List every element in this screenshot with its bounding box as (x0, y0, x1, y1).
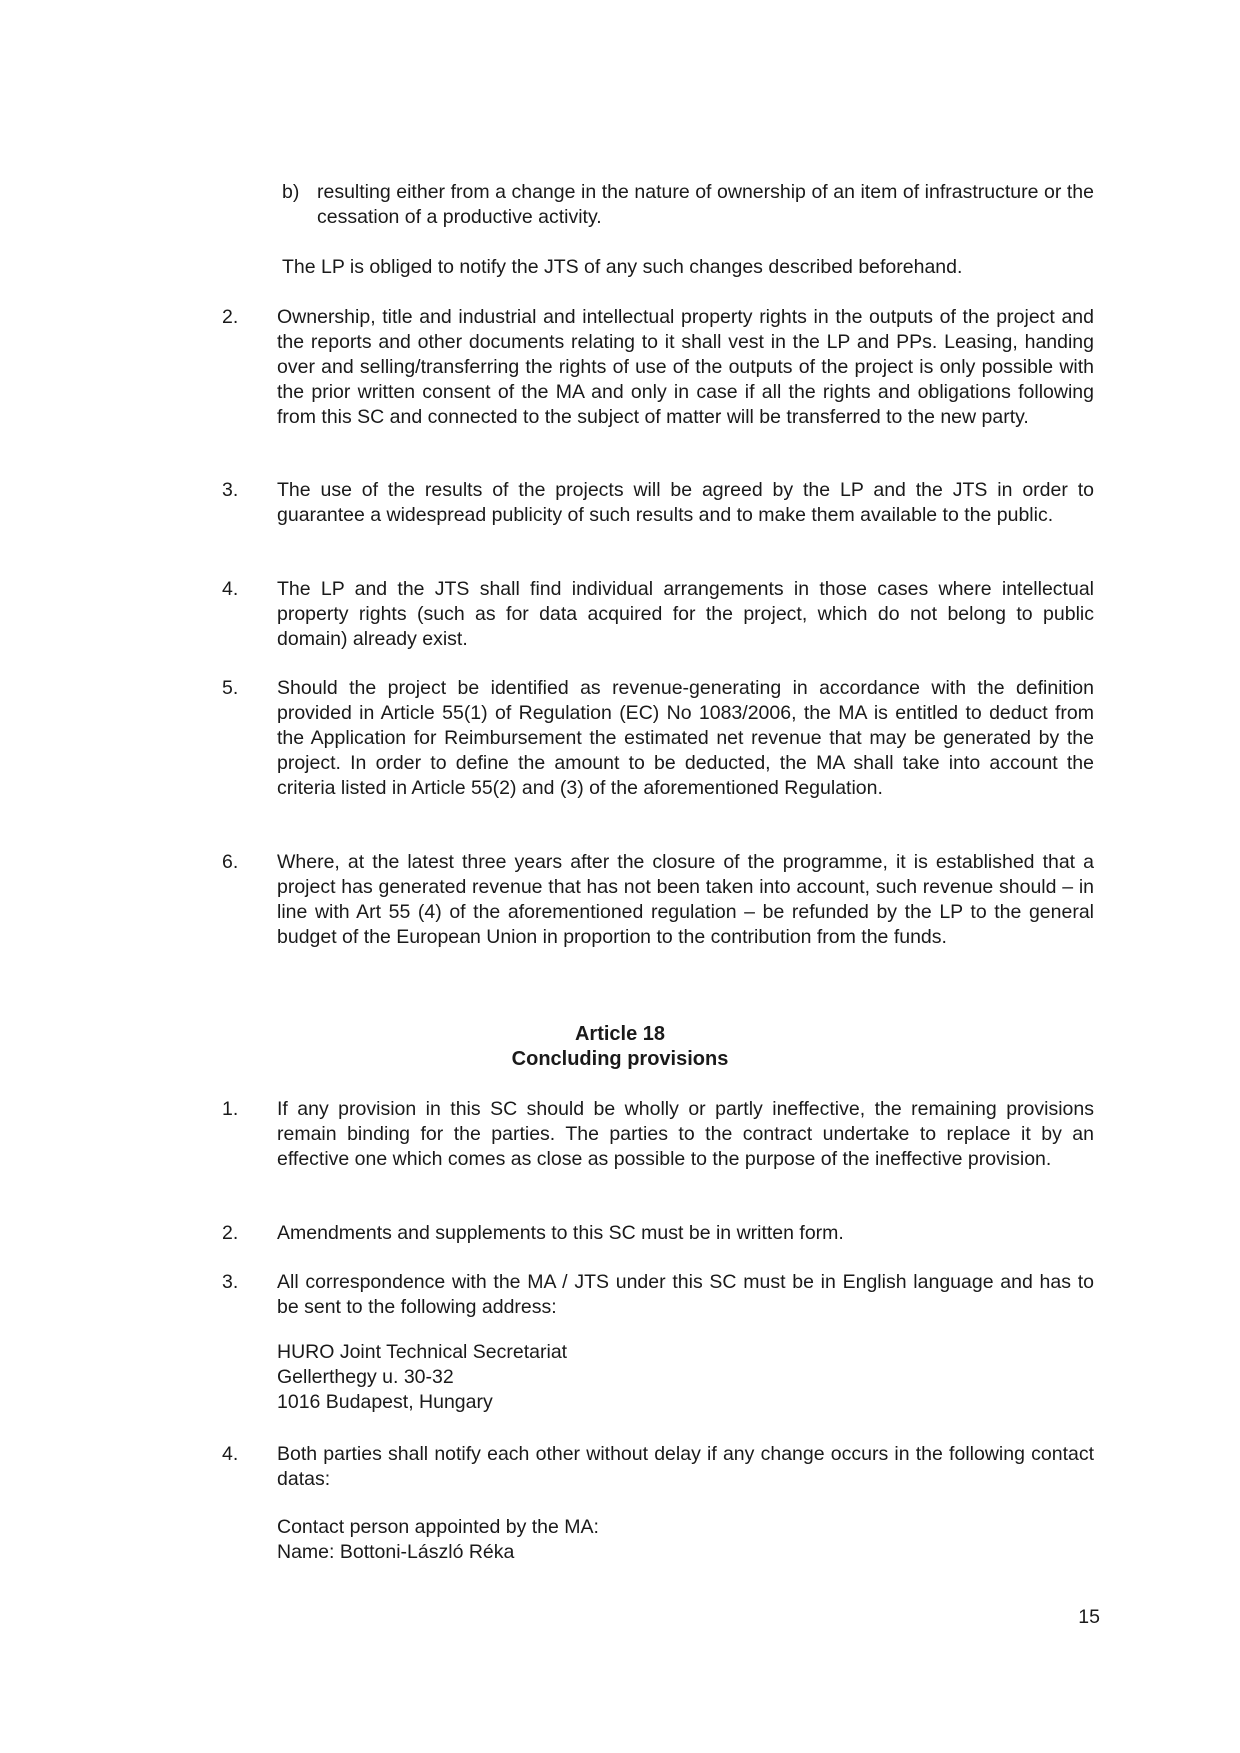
list-item-text: Where, at the latest three years after the closure of the programme, it is established that a project has generated revenue that has not been taken into account, such revenue should – in line with Art 55 (4) of the aforementioned regulation – be refunded by the LP to the general budget of the European Union in proportion to the contribution from the funds. (277, 851, 1094, 948)
article-number: Article 18 (574, 1023, 666, 1045)
list-item-number: 6. (222, 851, 239, 873)
list-item-number: 4. (222, 578, 239, 600)
list-item (222, 1442, 1094, 1492)
contact-label: Contact person appointed by the MA: (277, 1516, 599, 1538)
list-item-number: 2. (222, 1222, 239, 1244)
list-item-text: All correspondence with the MA / JTS under this SC must be in English language and has to be sent to the following address: (277, 1271, 1094, 1318)
list-item (222, 305, 1094, 430)
list-item-text: The use of the results of the projects will be agreed by the LP and the JTS in order to guarantee a widespread publicity of such results and to make them available to the public. (277, 479, 1094, 526)
list-item-text: If any provision in this SC should be wholly or partly ineffective, the remaining provisions remain binding for the parties. The parties to the contract undertake to replace it by an effective one which comes as close as possible to the purpose of the ineffective provision. (277, 1098, 1094, 1170)
list-item-text: The LP and the JTS shall find individual arrangements in those cases where intellectual property rights (such as for data acquired for the project, which do not belong to public domain) already exist. (277, 578, 1094, 650)
list-item (222, 1270, 1094, 1320)
list-item-text: Ownership, title and industrial and intellectual property rights in the outputs of the project and the reports and other documents relating to it shall vest in the LP and PPs. Leasing, handing over and selling/transferring the rights of use of the outputs of the project is only possible with the prior written consent of the MA and only in case if all the rights and obligations following from this SC and connected to the subject of matter will be transferred to the new party. (277, 306, 1094, 428)
list-item (222, 676, 1094, 801)
continuation-note: The LP is obliged to notify the JTS of any such changes described beforehand. (282, 256, 963, 278)
list-item-number: 3. (222, 479, 239, 501)
list-item-number: 5. (222, 677, 239, 699)
list-item (222, 1221, 1094, 1246)
page-number: 15 (1078, 1606, 1100, 1628)
list-item-number: 1. (222, 1098, 239, 1120)
continuation-item-b (282, 180, 1094, 230)
address-line: 1016 Budapest, Hungary (277, 1391, 493, 1413)
list-item-number: 3. (222, 1271, 239, 1293)
list-item-number: 2. (222, 306, 239, 328)
contact-block (222, 1515, 1094, 1565)
list-item-text: Should the project be identified as revenue-generating in accordance with the definition provided in Article 55(1) of Regulation (EC) No 1083/2006, the MA is entitled to deduct from the Application for Reimbursement the estimated net revenue that may be generated by the project. In order to define the amount to be deducted, the MA shall take into account the criteria listed in Article 55(2) and (3) of the aforementioned Regulation. (277, 677, 1094, 799)
list-item-number: 4. (222, 1443, 239, 1465)
list-item-text: Amendments and supplements to this SC must be in written form. (277, 1222, 844, 1244)
contact-name: Name: Bottoni-László Réka (277, 1541, 515, 1563)
list-item (222, 1097, 1094, 1172)
address-line: HURO Joint Technical Secretariat (277, 1341, 568, 1363)
continuation-text: resulting either from a change in the nature of ownership of an item of infrastructure or the cessation of a productive activity. (317, 181, 1094, 228)
list-item (222, 478, 1094, 528)
list-item (222, 850, 1094, 950)
address-block (222, 1340, 1094, 1415)
list-item-text: Both parties shall notify each other without delay if any change occurs in the following contact datas: (277, 1443, 1094, 1490)
list-item (222, 577, 1094, 652)
address-line: Gellerthegy u. 30-32 (277, 1366, 454, 1388)
continuation-label: b) (282, 181, 300, 203)
article-title: Concluding provisions (511, 1048, 729, 1070)
